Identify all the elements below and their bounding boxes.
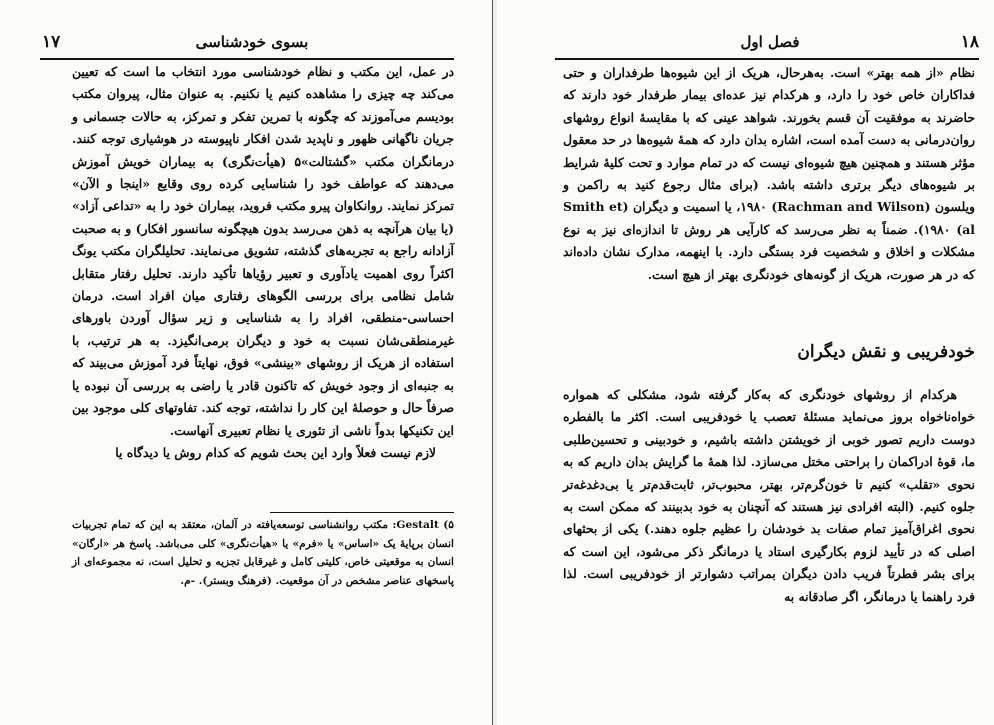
right-running-title: فصل اول — [740, 33, 800, 51]
left-footnote — [72, 516, 454, 590]
right-paragraph-1: نظام «از همه بهتر» است. به‌هرحال، هریک از این شیوه‌ها طرفداران و حتی فداکاران خاص خود را دارد، و هرکدام نیز عده‌ای بیمار طرفدار خود دارند که حاضرند به موفقیت آن قسم بخورند. شواهد عینی که با مقایسهٔ انواع روشهای روان‌درمانی به دست آمده است، اشاره بدان دارد که همهٔ شیوه‌ها در حد معقول مؤثر هستند و همچنین هیچ شیوه‌ای نیست که در تمام موارد و تحت کلیهٔ شرایط بر شیوه‌های دیگر برتری داشته باشد. (برای مثال رجوع کنید به راکمن و ویلسون (Rachman and Wilson) ۱۹۸۰، یا اسمیت و دیگران (Smith et al) ۱۹۸۰). ضمناً به نظر می‌رسد که کارآیی هر روش تا اندازه‌ای نیز به نوع مشکلات و اخلاق و شخصیت فرد بستگی دارد. با اینهمه، مدارک نشان داده‌اند که در هر صورت، هریک از گونه‌های خودنگری بهتر از هیچ است. — [563, 65, 976, 282]
left-running-title: بسوی خودشناسی — [195, 33, 309, 51]
right-page-number: ۱۸ — [960, 32, 979, 52]
left-paragraph-2: لازم نیست فعلاً وارد این بحث شویم که کدام روش یا دیدگاه یا — [115, 444, 436, 460]
left-header-rule — [40, 58, 454, 60]
section-heading-text: خودفریبی و نقش دیگران — [797, 342, 975, 362]
left-page-number: ۱۷ — [42, 32, 61, 52]
right-body-text-bottom — [563, 384, 975, 608]
left-page — [0, 0, 492, 725]
right-header-rule — [555, 58, 979, 60]
left-body-text — [72, 61, 454, 464]
right-body-text-top — [563, 62, 975, 286]
right-page — [497, 0, 994, 725]
footnote-text: ۵) Gestalt: مکتب روانشناسی توسعه‌یافته در آلمان، معتقد به این که تمام تجربیات انسان برپایهٔ یک «اساس» یا «فرم» یا «هیأت‌نگری» کلی می‌باشد. پاسخ هر «ارگان» انسان به موقعیتی خاص، کلیتی کامل و غیرقابل تجزیه و تحلیل است، نه مجموعه‌ای از پاسخهای عناصر مشخص در آن موقعیت. (فرهنگ وبستر). -م. — [72, 519, 454, 587]
left-paragraph-1: در عمل، این مکتب و نظام خودشناسی مورد انتخاب ما است که تعیین می‌کند چه چیزی را مشاهده کنیم یا نکنیم. به عنوان مثال، پیروان مکتب بودیسم می‌آموزند که چگونه با تمرین تفکر و تمرکز، به حالات جسمانی و جریان ناگهانی ظهور و ناپدید شدن افکار ناپیوسته در هوشیاری توجه کنند. درمانگران مکتب «گشتالت»۵ (هیأت‌نگری) به بیماران خویش آموزش می‌دهند که عواطف خود را شناسایی کرده روی وقایع «اینجا و الآن» تمرکز نمایند. روانکاوان پیرو مکتب فروید، بیماران خود را به «تداعی آزاد» (یا بیان هرآنچه به ذهن می‌رسد بدون هیچگونه سانسور افکار) و به صحبت آزادانه راجع به تجربه‌های گذشته، تشویق می‌نمایند. تحلیلگران مکتب یونگ اکثراً روی اهمیت یادآوری و تعبیر رؤیاها تأکید دارند. تحلیل رفتار متقابل شامل نظامی برای بررسی الگوهای رفتاری میان افراد است. درمان احساسی-منطقی، افراد را به شناسایی و زیر سؤال آوردن باورهای غیرمنطقی‌شان نسبت به خود و دیگران برمی‌انگیزد. به هر ترتیب، با استفاده از هریک از روشهای «بینشی» فوق، نهایتاً فرد آموزش می‌بیند که به جنبه‌ای از وجود خویش که تاکنون قادر یا راضی به بررسی آن نبوده یا صرفاً حال و حوصلهٔ این کار را نداشته، توجه کند. تفاوتهای کلی موجود بین این تکنیکها بدواً ناشی از تئوری یا نظام تعبیری آنهاست. — [72, 64, 454, 438]
right-page-header — [555, 32, 979, 56]
footnote-separator — [270, 512, 454, 513]
left-page-header — [42, 32, 452, 56]
section-heading — [563, 342, 975, 362]
right-paragraph-2: هرکدام از روشهای خودنگری که به‌کار گرفته شود، مشکلی که همواره خواه‌ناخواه بروز می‌نماید مسئلهٔ تعصب یا خودفریبی است. اکثر ما بالفطره دوست داریم تصور خوبی از خویشتن داشته باشیم، و خودبینی و تحسین‌طلبی ما، قوهٔ ادراکمان را براحتی مختل می‌سازد. لذا همهٔ ما گرایش بدان داریم که به نحوی «تقلب» کنیم تا خون‌گرم‌تر، بهتر، محبوب‌تر، ثابت‌قدم‌تر یا بی‌دغدغه‌تر جلوه کنیم. (البته افرادی نیز هستند که آنچنان به خود بدبینند که ممکن است به نحوی اغراق‌آمیز تمام صفات بد خودشان را عظیم جلوه دهند.) یکی از بحثهای اصلی که در تأیید لزوم بکارگیری استاد یا درمانگر ذکر می‌شود، این است که برای بشر فطرتاً فریب دادن دیگران بمراتب دشوارتر از خودفریبی است. لذا فرد راهنما یا درمانگر، اگر صادقانه به — [563, 387, 975, 604]
